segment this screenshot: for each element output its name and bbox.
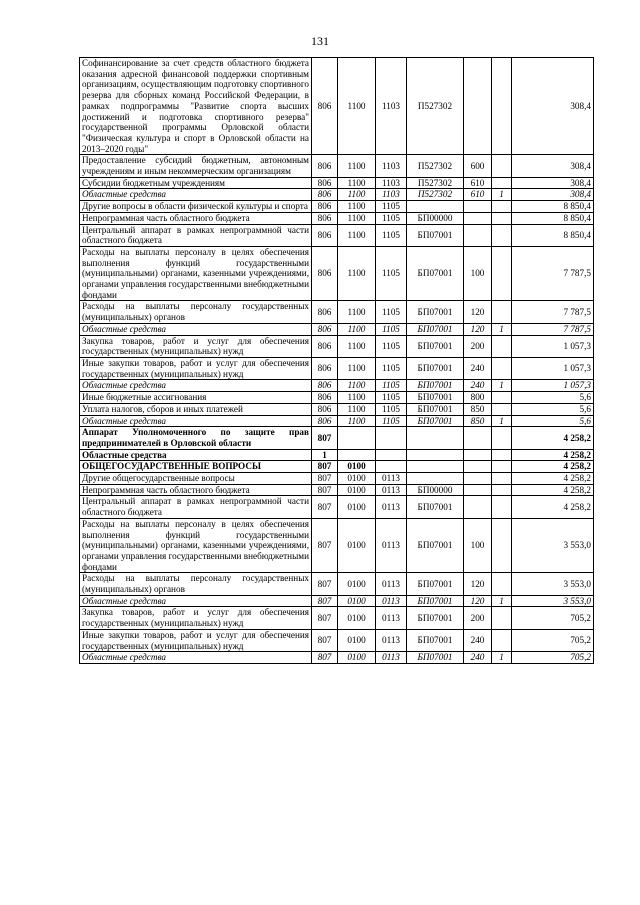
cell-amount: 4 258,2 (512, 427, 594, 449)
cell-code-6 (492, 607, 512, 629)
cell-code-4: П527302 (407, 58, 464, 155)
cell-code-1: 807 (312, 607, 338, 629)
row-name: Аппарат Уполномоченного по защите прав предпринимателей в Орловской области (80, 427, 312, 449)
cell-code-2: 1100 (338, 415, 376, 427)
cell-code-3: 1103 (376, 189, 407, 201)
cell-code-5 (464, 473, 492, 485)
row-name: Центральный аппарат в рамках непрограммной части областного бюджета (80, 224, 312, 246)
cell-amount: 4 258,2 (512, 496, 594, 518)
cell-amount: 705,2 (512, 607, 594, 629)
cell-code-5 (464, 449, 492, 461)
cell-code-6 (492, 392, 512, 404)
table-row (80, 380, 594, 392)
cell-code-5 (464, 58, 492, 155)
cell-amount: 1 057,3 (512, 380, 594, 392)
cell-code-1: 806 (312, 335, 338, 357)
cell-code-5: 120 (464, 573, 492, 595)
row-name: Областные средства (80, 380, 312, 392)
cell-code-3: 0113 (376, 652, 407, 664)
cell-amount: 308,4 (512, 155, 594, 177)
cell-amount: 7 787,5 (512, 246, 594, 301)
cell-code-2: 0100 (338, 595, 376, 607)
cell-code-3: 0113 (376, 473, 407, 485)
cell-code-4: БП07001 (407, 335, 464, 357)
cell-code-2: 0100 (338, 652, 376, 664)
cell-amount: 308,4 (512, 58, 594, 155)
cell-code-4: БП07001 (407, 496, 464, 518)
cell-code-3: 1105 (376, 415, 407, 427)
cell-code-6 (492, 212, 512, 224)
cell-code-4 (407, 449, 464, 461)
table-row (80, 496, 594, 518)
cell-code-3 (376, 427, 407, 449)
table-row (80, 427, 594, 449)
cell-code-4 (407, 427, 464, 449)
cell-code-3: 0113 (376, 607, 407, 629)
row-name: Уплата налогов, сборов и иных платежей (80, 403, 312, 415)
cell-code-2: 1100 (338, 357, 376, 379)
row-name: Областные средства (80, 323, 312, 335)
cell-code-4: БП07001 (407, 392, 464, 404)
cell-amount: 8 850,4 (512, 201, 594, 213)
table-row (80, 201, 594, 213)
cell-code-6 (492, 301, 512, 323)
row-name: Другие общегосударственные вопросы (80, 473, 312, 485)
cell-code-4: БП07001 (407, 415, 464, 427)
cell-code-6 (492, 155, 512, 177)
cell-code-2: 1100 (338, 301, 376, 323)
cell-code-1: 807 (312, 595, 338, 607)
table-row (80, 415, 594, 427)
row-name: Закупка товаров, работ и услуг для обеспечения государственных (муниципальных) нужд (80, 607, 312, 629)
cell-code-2: 1100 (338, 155, 376, 177)
cell-code-4: БП07001 (407, 403, 464, 415)
cell-code-3: 1105 (376, 301, 407, 323)
table-row (80, 155, 594, 177)
cell-code-6 (492, 573, 512, 595)
cell-code-6 (492, 177, 512, 189)
cell-code-3: 1105 (376, 335, 407, 357)
cell-code-6: 1 (492, 415, 512, 427)
table-row (80, 484, 594, 496)
row-name: Субсидии бюджетным учреждениям (80, 177, 312, 189)
cell-code-5: 800 (464, 392, 492, 404)
cell-code-3: 1103 (376, 58, 407, 155)
cell-amount: 7 787,5 (512, 301, 594, 323)
cell-code-6 (492, 461, 512, 473)
table-row (80, 189, 594, 201)
cell-amount: 3 553,0 (512, 518, 594, 573)
cell-amount: 5,6 (512, 392, 594, 404)
row-name: Предоставление субсидий бюджетным, автономным учреждениям и иным некоммерческим организациям (80, 155, 312, 177)
cell-code-1: 807 (312, 427, 338, 449)
cell-code-6 (492, 403, 512, 415)
cell-code-5 (464, 496, 492, 518)
cell-code-3: 1105 (376, 403, 407, 415)
cell-amount: 3 553,0 (512, 595, 594, 607)
table-row (80, 652, 594, 664)
cell-code-5: 600 (464, 155, 492, 177)
row-name: Областные средства (80, 595, 312, 607)
cell-code-4: БП07001 (407, 357, 464, 379)
cell-code-1: 806 (312, 403, 338, 415)
cell-code-4 (407, 461, 464, 473)
cell-code-1: 807 (312, 652, 338, 664)
cell-amount: 4 258,2 (512, 473, 594, 485)
cell-code-2: 0100 (338, 518, 376, 573)
cell-code-5: 240 (464, 380, 492, 392)
cell-code-5: 240 (464, 357, 492, 379)
table-row (80, 473, 594, 485)
cell-code-1: 806 (312, 58, 338, 155)
cell-code-6 (492, 58, 512, 155)
row-name: Областные средства (80, 449, 312, 461)
cell-code-3: 0113 (376, 595, 407, 607)
cell-code-1: 806 (312, 246, 338, 301)
table-row (80, 224, 594, 246)
cell-code-6: 1 (492, 380, 512, 392)
row-name: Иные закупки товаров, работ и услуг для обеспечения государственных (муниципальных) нужд (80, 357, 312, 379)
row-name: Областные средства (80, 415, 312, 427)
cell-code-2: 1100 (338, 323, 376, 335)
cell-code-2: 0100 (338, 461, 376, 473)
cell-code-1: 807 (312, 473, 338, 485)
cell-code-3: 1105 (376, 201, 407, 213)
row-name: Другие вопросы в области физической культуры и спорта (80, 201, 312, 213)
cell-code-2 (338, 449, 376, 461)
row-name: Расходы на выплаты персоналу в целях обеспечения выполнения функций государственными (муниципальными) органами, казенными учреждениями, органами управления государственными внебюджетными фондами (80, 246, 312, 301)
cell-code-1: 807 (312, 461, 338, 473)
cell-code-1: 807 (312, 496, 338, 518)
cell-code-1: 806 (312, 301, 338, 323)
cell-code-6 (492, 357, 512, 379)
cell-code-4: П527302 (407, 155, 464, 177)
cell-code-5 (464, 224, 492, 246)
cell-amount: 308,4 (512, 177, 594, 189)
row-name: Центральный аппарат в рамках непрограммной части областного бюджета (80, 496, 312, 518)
cell-code-2: 1100 (338, 212, 376, 224)
cell-code-5: 100 (464, 246, 492, 301)
cell-code-4 (407, 201, 464, 213)
cell-code-3: 0113 (376, 484, 407, 496)
table-row (80, 629, 594, 651)
cell-code-1: 806 (312, 212, 338, 224)
cell-code-4: БП07001 (407, 595, 464, 607)
cell-code-4: БП07001 (407, 607, 464, 629)
cell-code-5: 120 (464, 323, 492, 335)
cell-code-4: П527302 (407, 189, 464, 201)
cell-code-4: БП07001 (407, 652, 464, 664)
cell-code-6 (492, 246, 512, 301)
cell-code-3: 0113 (376, 629, 407, 651)
cell-code-2: 0100 (338, 629, 376, 651)
cell-code-1: 806 (312, 201, 338, 213)
table-row (80, 595, 594, 607)
cell-code-6 (492, 518, 512, 573)
cell-code-1: 807 (312, 573, 338, 595)
cell-amount: 705,2 (512, 629, 594, 651)
cell-code-3: 0113 (376, 573, 407, 595)
row-name: Областные средства (80, 652, 312, 664)
row-name: ОБЩЕГОСУДАРСТВЕННЫЕ ВОПРОСЫ (80, 461, 312, 473)
cell-code-3: 1105 (376, 212, 407, 224)
cell-code-5: 120 (464, 595, 492, 607)
cell-amount: 7 787,5 (512, 323, 594, 335)
cell-code-4: БП07001 (407, 246, 464, 301)
cell-code-2: 1100 (338, 246, 376, 301)
cell-code-5: 240 (464, 629, 492, 651)
cell-code-2: 1100 (338, 224, 376, 246)
cell-code-4: БП00000 (407, 484, 464, 496)
row-name: Расходы на выплаты персоналу государственных (муниципальных) органов (80, 573, 312, 595)
cell-code-3: 1105 (376, 224, 407, 246)
cell-amount: 8 850,4 (512, 224, 594, 246)
cell-amount: 1 057,3 (512, 335, 594, 357)
table-row (80, 573, 594, 595)
cell-code-5: 610 (464, 177, 492, 189)
cell-code-1: 806 (312, 189, 338, 201)
cell-code-5: 240 (464, 652, 492, 664)
row-name: Областные средства (80, 189, 312, 201)
row-name: Расходы на выплаты персоналу в целях обеспечения выполнения функций государственными (муниципальными) органами, казенными учреждениями, органами управления государственными внебюджетными фондами (80, 518, 312, 573)
table-row (80, 323, 594, 335)
cell-code-3: 1105 (376, 246, 407, 301)
cell-code-4: БП07001 (407, 224, 464, 246)
cell-code-6 (492, 224, 512, 246)
cell-code-6 (492, 449, 512, 461)
cell-code-3: 1105 (376, 392, 407, 404)
row-name: Иные бюджетные ассигнования (80, 392, 312, 404)
row-name: Непрограммная часть областного бюджета (80, 212, 312, 224)
cell-code-5: 200 (464, 335, 492, 357)
cell-code-3: 1105 (376, 380, 407, 392)
cell-code-2: 1100 (338, 189, 376, 201)
cell-code-4: БП07001 (407, 301, 464, 323)
cell-code-2: 1100 (338, 392, 376, 404)
cell-code-3: 1105 (376, 357, 407, 379)
cell-code-4: БП07001 (407, 323, 464, 335)
cell-code-1: 807 (312, 484, 338, 496)
row-name: Софинансирование за счет средств областного бюджета оказания адресной финансовой поддержки спортивным организациям, осуществляющим подготовку спортивного резерва для сборных команд Российской Федерации, в рамках подпрограммы "Развитие спорта высших достижений и подготовка спортивного резерва" государственной программы Орловской области "Физическая культура и спорт в Орловской области на 2013–2020 годы" (80, 58, 312, 155)
cell-code-5: 120 (464, 301, 492, 323)
cell-code-1: 1 (312, 449, 338, 461)
table-row (80, 58, 594, 155)
cell-code-2: 0100 (338, 573, 376, 595)
cell-code-2: 0100 (338, 473, 376, 485)
cell-code-6 (492, 427, 512, 449)
cell-code-5: 850 (464, 415, 492, 427)
cell-code-5: 850 (464, 403, 492, 415)
row-name: Непрограммная часть областного бюджета (80, 484, 312, 496)
cell-code-6 (492, 496, 512, 518)
cell-code-5 (464, 484, 492, 496)
cell-code-1: 806 (312, 357, 338, 379)
cell-code-6 (492, 473, 512, 485)
cell-code-3: 0113 (376, 496, 407, 518)
cell-code-6: 1 (492, 595, 512, 607)
table-row (80, 212, 594, 224)
row-name: Закупка товаров, работ и услуг для обеспечения государственных (муниципальных) нужд (80, 335, 312, 357)
cell-amount: 5,6 (512, 403, 594, 415)
cell-amount: 8 850,4 (512, 212, 594, 224)
cell-amount: 308,4 (512, 189, 594, 201)
cell-code-3: 0113 (376, 518, 407, 573)
table-row (80, 518, 594, 573)
cell-code-1: 807 (312, 629, 338, 651)
cell-code-4: БП07001 (407, 518, 464, 573)
cell-amount: 5,6 (512, 415, 594, 427)
cell-code-3: 1103 (376, 177, 407, 189)
table-row (80, 335, 594, 357)
budget-table (79, 57, 594, 664)
cell-code-5 (464, 201, 492, 213)
cell-code-2: 1100 (338, 403, 376, 415)
cell-amount: 4 258,2 (512, 484, 594, 496)
cell-code-4: П527302 (407, 177, 464, 189)
cell-amount: 1 057,3 (512, 357, 594, 379)
table-row (80, 357, 594, 379)
table-row (80, 392, 594, 404)
cell-code-4 (407, 473, 464, 485)
cell-code-5 (464, 461, 492, 473)
cell-code-1: 806 (312, 392, 338, 404)
row-name: Расходы на выплаты персоналу государственных (муниципальных) органов (80, 301, 312, 323)
cell-code-3 (376, 461, 407, 473)
cell-amount: 3 553,0 (512, 573, 594, 595)
cell-code-2: 1100 (338, 380, 376, 392)
cell-code-6 (492, 201, 512, 213)
cell-code-2: 0100 (338, 607, 376, 629)
cell-code-5 (464, 427, 492, 449)
cell-code-2: 0100 (338, 484, 376, 496)
table-row (80, 461, 594, 473)
cell-code-1: 806 (312, 415, 338, 427)
cell-code-1: 807 (312, 518, 338, 573)
table-row (80, 607, 594, 629)
cell-code-6: 1 (492, 189, 512, 201)
table-row (80, 449, 594, 461)
cell-code-5: 100 (464, 518, 492, 573)
cell-code-2: 0100 (338, 496, 376, 518)
cell-code-4: БП07001 (407, 380, 464, 392)
page-number: 131 (311, 34, 329, 48)
cell-code-1: 806 (312, 177, 338, 189)
cell-code-6 (492, 629, 512, 651)
cell-code-6 (492, 335, 512, 357)
cell-code-2: 1100 (338, 335, 376, 357)
table-row (80, 403, 594, 415)
cell-code-5 (464, 212, 492, 224)
cell-code-6: 1 (492, 323, 512, 335)
cell-code-4: БП00000 (407, 212, 464, 224)
cell-code-2 (338, 427, 376, 449)
cell-code-3: 1103 (376, 155, 407, 177)
table-row (80, 177, 594, 189)
cell-code-1: 806 (312, 224, 338, 246)
cell-code-2: 1100 (338, 58, 376, 155)
table-row (80, 301, 594, 323)
cell-amount: 4 258,2 (512, 461, 594, 473)
cell-code-1: 806 (312, 323, 338, 335)
cell-code-2: 1100 (338, 177, 376, 189)
cell-amount: 4 258,2 (512, 449, 594, 461)
cell-code-4: БП07001 (407, 573, 464, 595)
cell-code-5: 610 (464, 189, 492, 201)
table-row (80, 246, 594, 301)
cell-amount: 705,2 (512, 652, 594, 664)
cell-code-1: 806 (312, 380, 338, 392)
cell-code-6: 1 (492, 652, 512, 664)
cell-code-6 (492, 484, 512, 496)
cell-code-1: 806 (312, 155, 338, 177)
cell-code-5: 200 (464, 607, 492, 629)
cell-code-2: 1100 (338, 201, 376, 213)
cell-code-4: БП07001 (407, 629, 464, 651)
cell-code-3: 1105 (376, 323, 407, 335)
cell-code-3 (376, 449, 407, 461)
row-name: Иные закупки товаров, работ и услуг для обеспечения государственных (муниципальных) нужд (80, 629, 312, 651)
